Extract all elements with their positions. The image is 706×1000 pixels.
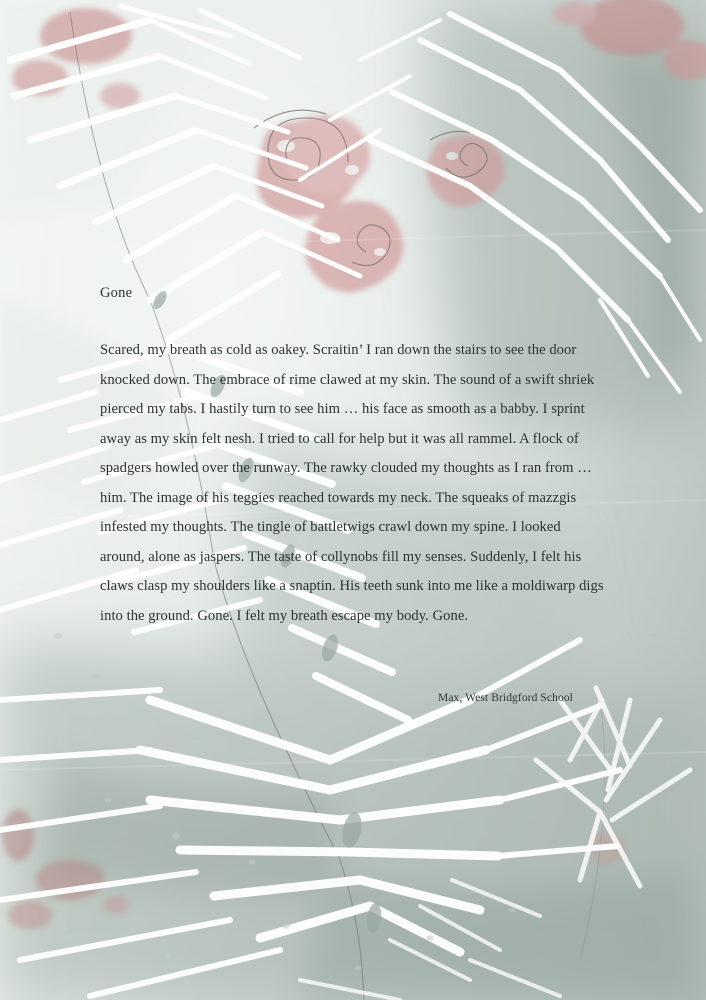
poem-body: Scared, my breath as cold as oakey. Scraitin’ I ran down the stairs to see the door knocked down. The embrace of rime clawed at my skin. The sound of a swift shriek pierced my tabs. I hastily turn to see him … his face as smooth as a babby. I sprint away as my skin felt nesh. I tried to call for help but it was all rammel. A flock of spadgers howled over the runway. The rawky clouded my thoughts as I ran from … him. The image of his teggies reached towards my neck. The squeaks of mazzgis infested my thoughts. The tingle of battletwigs crawl down my spine. I looked around, alone as jaspers. The taste of collynobs fill my senses. Suddenly, I felt his claws clasp my shoulders like a snaptin. His teeth sunk into me like a moldiwarp digs into the ground. Gone. I felt my breath escape my body. Gone.: [100, 342, 604, 624]
author-attribution: Max, West Bridgford School: [438, 692, 573, 704]
page-title: Gone: [100, 285, 133, 301]
